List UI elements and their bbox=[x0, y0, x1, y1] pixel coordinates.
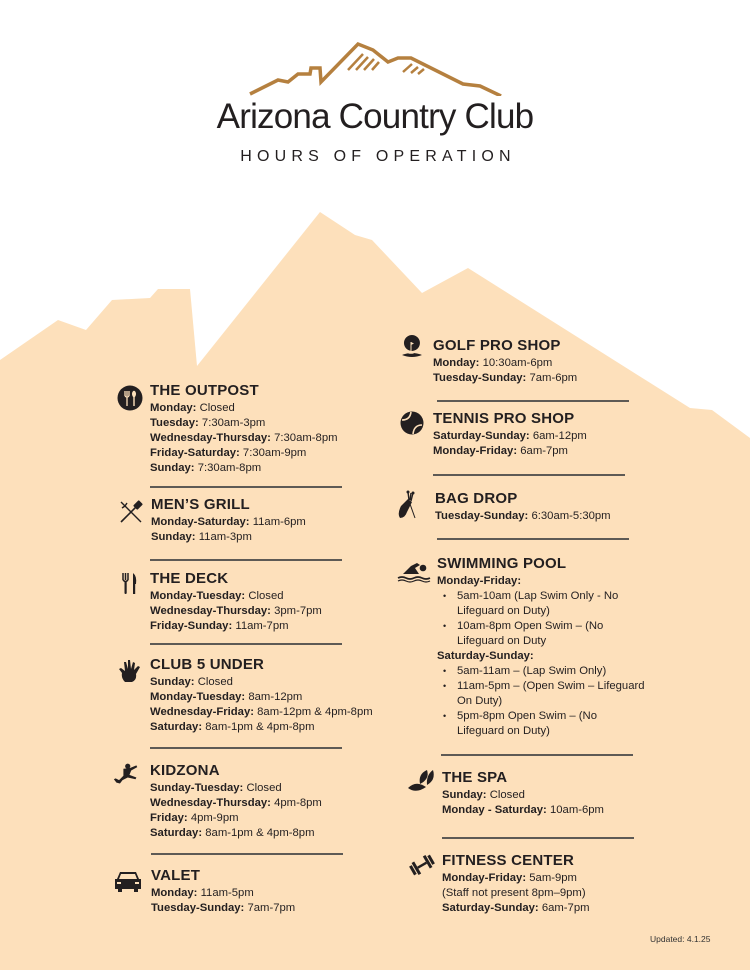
utensils-circle-icon bbox=[117, 385, 143, 411]
hours-row bbox=[150, 589, 322, 604]
hand-icon bbox=[117, 658, 143, 684]
swimmer-icon bbox=[397, 559, 431, 583]
days-label: Wednesday-Thursday: bbox=[150, 605, 271, 617]
golf-bag-icon bbox=[396, 490, 420, 520]
divider bbox=[437, 400, 629, 402]
section-title: BAG DROP bbox=[435, 490, 518, 507]
divider bbox=[433, 474, 625, 476]
hours-row bbox=[151, 530, 306, 545]
divider bbox=[442, 837, 634, 839]
time-value: 4pm-9pm bbox=[190, 812, 239, 824]
days-label: Monday-Tuesday: bbox=[150, 691, 246, 703]
days-label: Saturday: bbox=[150, 721, 203, 733]
hours-row bbox=[433, 371, 577, 386]
days-label: Sunday: bbox=[442, 789, 487, 801]
time-value: 8am-12pm bbox=[248, 691, 303, 703]
days-label: Monday: bbox=[433, 357, 480, 369]
grill-tools-icon bbox=[118, 499, 144, 525]
section-title: FITNESS CENTER bbox=[442, 852, 574, 869]
hours-row bbox=[150, 401, 338, 416]
time-value: 10:30am-6pm bbox=[482, 357, 553, 369]
days-label: Monday - Saturday: bbox=[442, 804, 547, 816]
hours-row bbox=[150, 811, 322, 826]
hours-row bbox=[150, 781, 322, 796]
mountain-logo-icon bbox=[248, 40, 503, 96]
time-value: 8am-12pm & 4pm-8pm bbox=[257, 706, 373, 718]
time-value: 7:30am-8pm bbox=[197, 462, 262, 474]
section-title: CLUB 5 UNDER bbox=[150, 656, 265, 673]
section-the-spa bbox=[442, 768, 604, 818]
time-value: 7:30am-8pm bbox=[274, 432, 338, 444]
divider bbox=[437, 538, 629, 540]
divider bbox=[150, 559, 342, 561]
hours-row bbox=[150, 826, 322, 841]
section-the-outpost bbox=[150, 381, 338, 476]
time-value: Closed bbox=[248, 590, 284, 602]
section-swimming-pool bbox=[437, 554, 647, 739]
days-label: Sunday: bbox=[151, 531, 196, 543]
list-item: • 5pm-8pm Open Swim – (No Lifeguard on Duty) bbox=[443, 709, 647, 739]
hours-row bbox=[150, 461, 338, 476]
list-item: • 5am-11am – (Lap Swim Only) bbox=[443, 664, 647, 679]
section-fitness-center bbox=[442, 851, 590, 916]
hours-row bbox=[151, 886, 295, 901]
section-club-5-under bbox=[150, 655, 373, 735]
hours-row bbox=[151, 901, 295, 916]
days-label: Tuesday: bbox=[150, 417, 199, 429]
section-the-deck bbox=[150, 569, 322, 634]
time-value: 7am-7pm bbox=[247, 902, 296, 914]
days-label: Wednesday-Thursday: bbox=[150, 432, 271, 444]
section-title: TENNIS PRO SHOP bbox=[433, 410, 575, 427]
time-value: Closed bbox=[199, 402, 235, 414]
days-label: Tuesday-Sunday: bbox=[435, 510, 529, 522]
hours-note bbox=[442, 886, 590, 901]
time-value: 11am-5pm bbox=[200, 887, 254, 899]
days-label: Sunday-Tuesday: bbox=[150, 782, 244, 794]
tennis-ball-icon bbox=[400, 411, 424, 435]
days-label: Saturday-Sunday: bbox=[433, 430, 530, 442]
section-bag-drop bbox=[435, 489, 611, 524]
hours-row bbox=[150, 431, 338, 446]
days-label: Tuesday-Sunday: bbox=[151, 902, 245, 914]
time-value: 6am-7pm bbox=[541, 902, 590, 914]
hours-row bbox=[150, 416, 338, 431]
hours-row bbox=[150, 619, 322, 634]
club-name: Arizona Country Club bbox=[216, 97, 534, 136]
hours-row bbox=[150, 690, 373, 705]
time-note: (Staff not present 8pm–9pm) bbox=[442, 887, 586, 899]
time-value: 4pm-8pm bbox=[274, 797, 322, 809]
divider bbox=[150, 486, 342, 488]
list-item: • 10am-8pm Open Swim – (No Lifeguard on Duty bbox=[443, 619, 647, 649]
section-title: THE OUTPOST bbox=[150, 382, 259, 399]
divider bbox=[151, 853, 343, 855]
time-value: Closed bbox=[197, 676, 233, 688]
time-value: 8am-1pm & 4pm-8pm bbox=[205, 721, 315, 733]
time-value: 10am-6pm bbox=[549, 804, 604, 816]
section-tennis-pro-shop bbox=[433, 409, 587, 459]
section-kidzona bbox=[150, 761, 322, 841]
hours-row bbox=[150, 446, 338, 461]
schedule-list bbox=[437, 664, 647, 739]
hours-row bbox=[433, 356, 577, 371]
hours-row bbox=[150, 705, 373, 720]
hours-row bbox=[150, 604, 322, 619]
days-label: Saturday-Sunday: bbox=[442, 902, 539, 914]
divider bbox=[150, 747, 342, 749]
section-title: MEN’S GRILL bbox=[151, 496, 250, 513]
hours-row bbox=[442, 901, 590, 916]
section-title: THE DECK bbox=[150, 570, 229, 587]
jumping-kid-icon bbox=[113, 761, 139, 787]
list-item: • 5am-10am (Lap Swim Only - No Lifeguard on Duty) bbox=[443, 589, 647, 619]
days-label: Friday: bbox=[150, 812, 188, 824]
time-value: 11am-7pm bbox=[235, 620, 289, 632]
schedule-list bbox=[437, 589, 647, 649]
days-label: Monday-Tuesday: bbox=[150, 590, 246, 602]
time-value: 5am-9pm bbox=[529, 872, 577, 884]
section-mens-grill bbox=[151, 495, 306, 545]
hours-row bbox=[151, 515, 306, 530]
time-value: 11am-3pm bbox=[198, 531, 252, 543]
page-subtitle: HOURS OF OPERATION bbox=[240, 148, 516, 165]
days-label: Sunday: bbox=[150, 676, 195, 688]
section-title: THE SPA bbox=[442, 769, 508, 786]
updated-date: Updated: 4.1.25 bbox=[650, 934, 711, 944]
section-title: VALET bbox=[151, 867, 201, 884]
time-value: 6am-12pm bbox=[532, 430, 587, 442]
days-label: Friday-Sunday: bbox=[150, 620, 233, 632]
section-title: GOLF PRO SHOP bbox=[433, 337, 561, 354]
hours-row bbox=[433, 429, 587, 444]
section-title: SWIMMING POOL bbox=[437, 555, 567, 572]
time-value: Closed bbox=[246, 782, 282, 794]
section-valet bbox=[151, 866, 295, 916]
days-label bbox=[437, 574, 647, 589]
time-value: 7:30am-3pm bbox=[201, 417, 266, 429]
time-value: Closed bbox=[489, 789, 525, 801]
days-label: Monday: bbox=[151, 887, 198, 899]
time-value: 11am-6pm bbox=[252, 516, 306, 528]
hours-row bbox=[442, 803, 604, 818]
days-label: Monday-Friday: bbox=[442, 872, 527, 884]
days-label: Monday-Friday: bbox=[437, 575, 522, 587]
time-value: 7am-6pm bbox=[529, 372, 578, 384]
hours-row bbox=[150, 720, 373, 735]
days-label: Sunday: bbox=[150, 462, 195, 474]
days-label: Wednesday-Friday: bbox=[150, 706, 254, 718]
time-value: 8am-1pm & 4pm-8pm bbox=[205, 827, 315, 839]
time-value: 3pm-7pm bbox=[274, 605, 322, 617]
hours-row bbox=[442, 871, 590, 886]
hours-row bbox=[150, 796, 322, 811]
time-value: 6am-7pm bbox=[520, 445, 568, 457]
days-label: Saturday-Sunday: bbox=[437, 650, 534, 662]
hours-row bbox=[442, 788, 604, 803]
leaves-icon bbox=[406, 768, 436, 794]
hours-row bbox=[433, 444, 587, 459]
divider bbox=[150, 643, 342, 645]
car-icon bbox=[114, 869, 142, 893]
days-label: Monday-Saturday: bbox=[151, 516, 250, 528]
hours-row bbox=[150, 675, 373, 690]
time-value: 6:30am-5:30pm bbox=[531, 510, 611, 522]
divider bbox=[441, 754, 633, 756]
time-value: 7:30am-9pm bbox=[242, 447, 307, 459]
days-label: Wednesday-Thursday: bbox=[150, 797, 271, 809]
days-label: Tuesday-Sunday: bbox=[433, 372, 527, 384]
hours-row bbox=[435, 509, 611, 524]
golf-hole-icon bbox=[399, 334, 425, 360]
days-label: Friday-Saturday: bbox=[150, 447, 240, 459]
section-golf-pro-shop bbox=[433, 336, 577, 386]
days-label: Monday: bbox=[150, 402, 197, 414]
dumbbell-icon bbox=[408, 853, 436, 877]
days-label: Saturday: bbox=[150, 827, 203, 839]
section-title: KIDZONA bbox=[150, 762, 220, 779]
fork-knife-icon bbox=[117, 571, 143, 597]
list-item: • 11am-5pm – (Open Swim – Lifeguard On Duty) bbox=[443, 679, 647, 709]
days-label bbox=[437, 649, 647, 664]
days-label: Monday-Friday: bbox=[433, 445, 518, 457]
